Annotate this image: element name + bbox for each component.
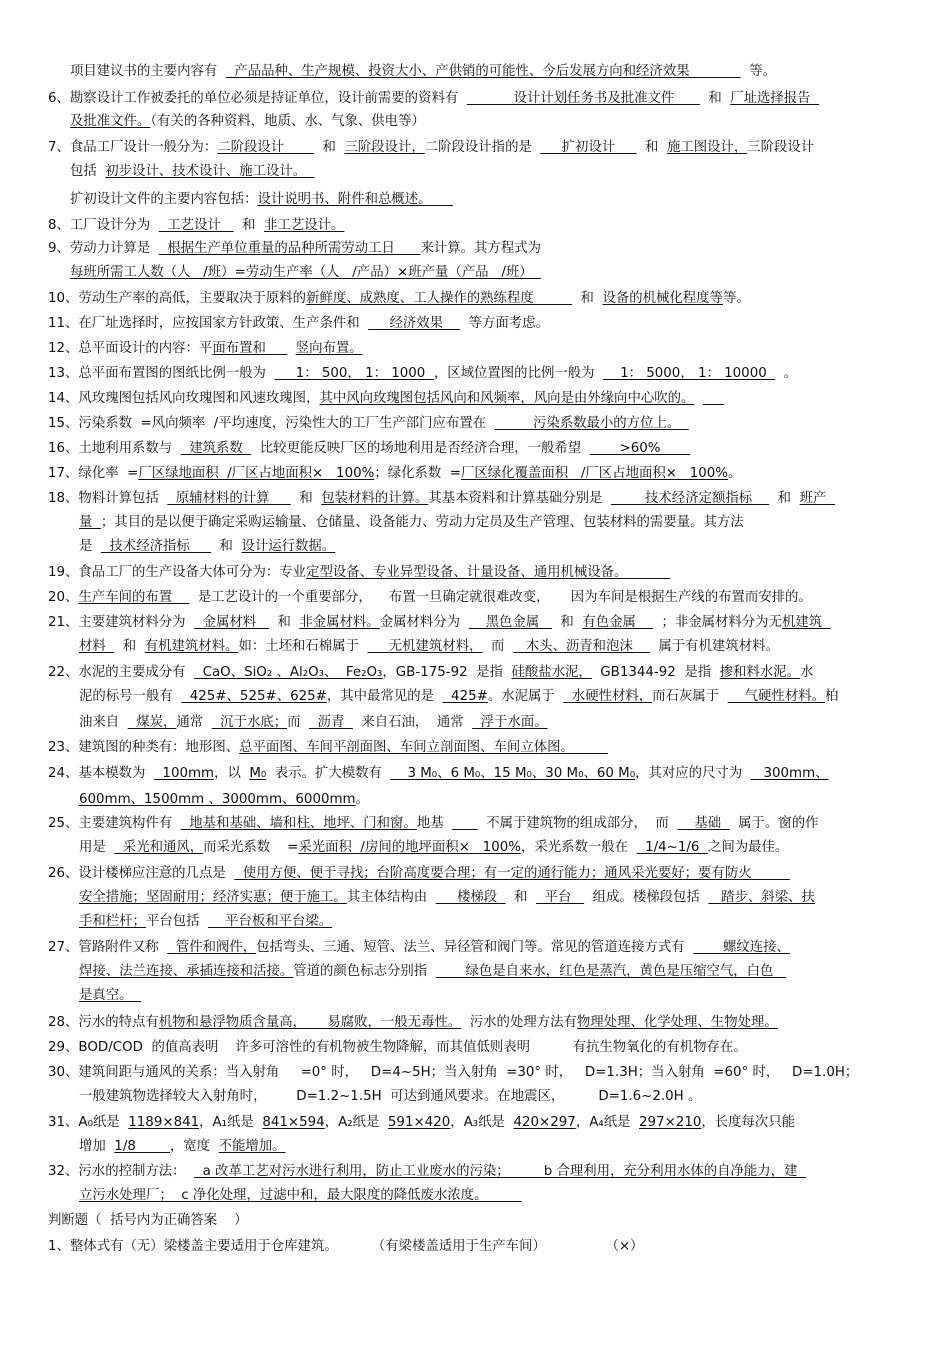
text-segment: 三阶段设计 bbox=[747, 140, 815, 155]
answer-blank: 使用方便、便于寻找；台阶高度要合理；有一定的通行能力；通风采光要好；要有防火 bbox=[234, 866, 790, 881]
answer-blank: 技术经济定额指标 bbox=[610, 491, 770, 506]
text-segment: ，A₂纸是 bbox=[324, 1115, 388, 1130]
text-line bbox=[79, 913, 950, 931]
answer-blank: 黑色金属 bbox=[468, 615, 552, 630]
answer-blank: 非工艺设计。 bbox=[264, 218, 345, 233]
answer-blank: 1189×841 bbox=[128, 1115, 200, 1130]
text-segment: 10、劳动生产率的高低，主要取决于原料的 bbox=[48, 291, 307, 306]
text-line bbox=[79, 714, 950, 732]
text-segment: 。水泥属于 bbox=[487, 689, 564, 704]
text-segment: 23、建筑图的种类有：地形图、 bbox=[48, 740, 240, 755]
answer-blank: 管件和阀件， bbox=[167, 940, 257, 955]
answer-blank: 螺纹连接、 bbox=[693, 940, 790, 955]
text-segment: 污水的处理方法有 bbox=[461, 1015, 577, 1030]
text-segment: ，A₁纸是 bbox=[199, 1115, 263, 1130]
text-segment: 27、管路附件又称 bbox=[48, 940, 168, 955]
text-line bbox=[79, 889, 950, 907]
text-segment: 平台包括 bbox=[145, 914, 209, 929]
text-line bbox=[48, 664, 950, 682]
text-segment: 1、整体式有（无）梁楼盖主要适用于仓库建筑。 （有梁楼盖适用于生产车间） （×） bbox=[48, 1239, 644, 1254]
answer-blank: 总平面图、车间平剖面图、车间立剖面图、车间立体图。 bbox=[239, 740, 608, 755]
text-line bbox=[70, 191, 950, 209]
text-segment: 和 bbox=[313, 140, 345, 155]
text-line bbox=[48, 939, 950, 957]
text-line bbox=[48, 614, 950, 632]
text-segment: 柏 bbox=[825, 689, 839, 704]
answer-blank: 有机建筑材料。 bbox=[144, 639, 239, 654]
answer-blank: 1： 500， 1： 1000 bbox=[274, 366, 434, 381]
answer-blank: 水硬性材料， bbox=[563, 689, 653, 704]
text-segment: 扩初设计文件的主要内容包括： bbox=[70, 192, 258, 207]
answer-blank: 三阶段设计， bbox=[344, 140, 425, 155]
text-segment: 而石灰属于 bbox=[652, 689, 728, 704]
answer-blank: a 改革工艺对污水进行利用，防止工业废水的污染； b 合理利用，充分利用水体的自净能力，建 bbox=[194, 1164, 806, 1179]
answer-blank: 设备的机械化程度等 bbox=[602, 291, 723, 306]
answer-blank: 新鲜度、成熟度、工人操作的熟练程度 bbox=[306, 291, 573, 306]
text-line bbox=[79, 987, 950, 1005]
text-segment: 6、勘察设计工作被委托的单位必须是持证单位，设计前需要的资料有 bbox=[48, 91, 467, 106]
text-segment: 29、BOD/COD 的值高表明 许多可溶性的有机物被生物降解，而其值低则表明 有抗生物氧化的有机物存在。 bbox=[48, 1040, 747, 1055]
text-segment: ，长度每次只能 bbox=[701, 1115, 796, 1130]
answer-blank: 浮于水面。 bbox=[472, 715, 548, 730]
text-line bbox=[48, 490, 950, 508]
answer-blank: 厂区绿化覆盖面积 /厂区占地面积× 100% bbox=[461, 466, 729, 481]
text-line bbox=[48, 1114, 950, 1132]
text-segment bbox=[694, 391, 703, 406]
text-segment: 来自石油， 通常 bbox=[352, 715, 473, 730]
answer-blank bbox=[703, 391, 724, 406]
text-segment: 比较更能反映厂区的场地利用是否经济合理，一般希望 bbox=[251, 441, 590, 456]
text-segment: GB1344-92 是指 bbox=[591, 665, 720, 680]
answer-blank bbox=[452, 816, 478, 831]
answer-blank: 金属材料 bbox=[194, 615, 269, 630]
answer-blank: 300mm、 bbox=[750, 766, 829, 781]
answer-blank: 经济效果 bbox=[368, 316, 461, 331]
answer-blank: 机物和悬浮物质含量高， 易腐败，一般无毒性。 bbox=[158, 1015, 462, 1030]
text-line bbox=[48, 290, 950, 308]
answer-blank: 手和栏杆； bbox=[79, 914, 146, 929]
text-segment: 包括弯头、三通、短管、法兰、异径管和阀门等。常见的管道连接方式有 bbox=[256, 940, 694, 955]
text-segment: （有关的各种资料，地质、水、气象、供电等） bbox=[150, 114, 425, 129]
text-segment: 24、基本模数为 bbox=[48, 766, 154, 781]
text-segment: 油来自 bbox=[79, 715, 128, 730]
text-segment: 和 bbox=[233, 218, 265, 233]
answer-blank: 591×420 bbox=[387, 1115, 451, 1130]
text-segment: 等方面考虑。 bbox=[460, 316, 549, 331]
answer-blank: 定型设备、专业异型设备、计量设备、通用机械设备。 bbox=[306, 565, 671, 580]
text-segment: 是 bbox=[79, 539, 101, 554]
text-line bbox=[70, 63, 950, 81]
text-line bbox=[48, 315, 950, 333]
answer-blank: 污染系数最小的方位上。 bbox=[494, 416, 689, 431]
answer-blank: 技术经济指标 bbox=[100, 539, 212, 554]
text-segment: 一般建筑物选择较大入射角时， D=1.2~1.5H 可达到通风要求。在地震区， D=1.6~2.0H 。 bbox=[79, 1089, 702, 1104]
answer-blank: 平台板和平台梁。 bbox=[208, 914, 333, 929]
answer-blank: 平台 bbox=[536, 890, 585, 905]
text-line bbox=[48, 217, 950, 235]
answer-blank: 硅酸盐水泥， bbox=[511, 665, 592, 680]
text-segment: 等。 bbox=[740, 64, 776, 79]
answer-blank: 设计说明书、附件和总概述。 bbox=[257, 192, 453, 207]
text-segment: ，宽度 bbox=[169, 1139, 219, 1154]
text-segment: 表示。扩大模数有 bbox=[266, 766, 391, 781]
answer-blank: 600mm、1500mm 、3000mm、6000mm bbox=[79, 792, 356, 807]
text-segment: 而 bbox=[287, 715, 310, 730]
answer-blank: 841×594 bbox=[262, 1115, 325, 1130]
text-line bbox=[48, 1014, 950, 1032]
text-segment: 和 bbox=[114, 639, 145, 654]
text-segment: 15、污染系数 =风向频率 /平均速度， bbox=[48, 416, 286, 431]
text-segment: 。 bbox=[728, 466, 742, 481]
text-segment: 项目建议书的主要内容有 bbox=[70, 64, 226, 79]
answer-blank: 及批准文件。 bbox=[70, 114, 151, 129]
text-segment: 水 bbox=[799, 665, 814, 680]
text-line bbox=[79, 514, 950, 532]
text-segment: ，其对应的尺寸为 bbox=[635, 766, 751, 781]
answer-blank: M₀ bbox=[249, 766, 267, 781]
text-segment: 28、污水的特点有 bbox=[48, 1015, 159, 1030]
answer-blank: 掺和料水泥。 bbox=[719, 665, 800, 680]
text-segment: 而采光系数 = bbox=[203, 840, 299, 855]
text-segment: 17、绿化率 = bbox=[48, 466, 139, 481]
text-line bbox=[48, 564, 950, 582]
text-segment: 16、土地利用系数与 bbox=[48, 441, 181, 456]
text-segment: ，A₄纸是 bbox=[575, 1115, 640, 1130]
text-line bbox=[79, 538, 950, 556]
answer-blank: 无机建筑材料， bbox=[367, 639, 483, 654]
text-segment: 11、在厂址选择时，应按国家方针政策、生产条件和 bbox=[48, 316, 369, 331]
text-line bbox=[70, 163, 950, 181]
text-segment: 和 bbox=[636, 140, 667, 155]
text-line bbox=[48, 1163, 950, 1181]
text-segment: 12、总平面设计的内容：平 bbox=[48, 341, 213, 356]
answer-blank: 1/8 bbox=[114, 1139, 170, 1154]
text-line bbox=[48, 415, 950, 433]
answer-blank: 包装材料的计算。 bbox=[321, 491, 429, 506]
text-segment: 管道的颜色标志分别指 bbox=[293, 964, 436, 979]
answer-blank: 地基和基础、墙和柱、地坪、门和窗。 bbox=[180, 816, 417, 831]
text-line bbox=[48, 340, 950, 358]
answer-blank: 建筑系数 bbox=[180, 441, 252, 456]
text-segment: 等。 bbox=[722, 291, 750, 306]
text-segment: 和 bbox=[551, 615, 583, 630]
text-segment: 和 bbox=[211, 539, 242, 554]
answer-blank: 厂区绿地面积 /厂区占地面积× 100% bbox=[138, 466, 375, 481]
answer-blank: 每班所需工人数（人 /班）=劳动生产率（人 /产品）×班产量（产品 /班） bbox=[70, 265, 542, 280]
text-segment: 其主体结构由 bbox=[346, 890, 436, 905]
answer-blank: 踏步、斜梁、扶 bbox=[708, 890, 815, 905]
text-segment: 和 bbox=[505, 890, 537, 905]
text-segment: ；非金属材料分为无 bbox=[652, 615, 782, 630]
answer-blank: 297×210 bbox=[639, 1115, 702, 1130]
answer-blank: 竖向布置。 bbox=[295, 341, 363, 356]
answer-blank: 班产 bbox=[799, 491, 835, 506]
answer-blank: 物理处理、化学处理、生物处理。 bbox=[576, 1015, 778, 1030]
answer-blank: 木头、沥青和泡沫 bbox=[512, 639, 650, 654]
text-segment: 。 bbox=[355, 792, 369, 807]
text-segment: ，A₃纸是 bbox=[450, 1115, 514, 1130]
text-segment: 。 bbox=[775, 366, 798, 381]
text-segment: ，其中最常见的是 bbox=[326, 689, 443, 704]
text-segment: ；其目的是以便于确定采购运输量、仓储量、设备能力、劳动力定员及生产管理、包装材料的需要量。其方法 bbox=[100, 515, 744, 530]
answer-blank: 是真空。 bbox=[79, 988, 142, 1003]
text-line bbox=[79, 791, 950, 809]
text-segment: 判断题（ 括号内为正确答案 ） bbox=[48, 1213, 248, 1228]
text-line bbox=[48, 440, 950, 458]
text-segment: 用是 bbox=[79, 840, 115, 855]
text-segment: 通常 bbox=[176, 715, 212, 730]
answer-blank: 1/4~1/6 bbox=[636, 840, 708, 855]
text-line bbox=[79, 1088, 950, 1106]
text-segment: 13、总平面布置图的图纸比例一般为 bbox=[48, 366, 275, 381]
answer-blank: 焊接、法兰连接、承插连接和活接。 bbox=[79, 964, 294, 979]
text-segment: 19、食品工厂的生产设备大体可分为：专业 bbox=[48, 565, 307, 580]
text-line bbox=[79, 839, 950, 857]
answer-blank: 3 M₀、6 M₀、15 M₀、30 M₀、60 M₀ bbox=[390, 766, 636, 781]
answer-blank: 安全措施；坚固耐用；经济实惠；便于施工。 bbox=[79, 890, 347, 905]
text-segment: 来计算。其方程式为 bbox=[420, 241, 541, 256]
text-segment: 污染性大的工厂生产部门应布置在 bbox=[285, 416, 495, 431]
text-segment: 属于有机建筑材料。 bbox=[649, 639, 779, 654]
text-segment: 组成。楼梯段包括 bbox=[584, 890, 709, 905]
text-segment: 是工艺设计的一个重要部分， 布置一旦确定就很难改变， 因为车间是根据生产线的布置而安排的。 bbox=[189, 590, 812, 605]
answer-blank: 原辅材料的计算 bbox=[167, 491, 291, 506]
text-segment: 30、建筑间距与通风的关系：当入射角 =0° 时， D=4~5H；当入射角 =30° 时， D=1.3H；当入射角 =60° 时， D=1.0H； bbox=[48, 1065, 859, 1080]
text-segment: 属于。窗的作 bbox=[729, 816, 819, 831]
text-segment: 和 bbox=[290, 491, 322, 506]
answer-blank: 初步设计、技术设计、施工设计。 bbox=[105, 164, 315, 179]
text-segment bbox=[287, 341, 296, 356]
text-segment: ；绿化系数 = bbox=[374, 466, 462, 481]
answer-blank: 面布置和 bbox=[212, 341, 288, 356]
text-line bbox=[48, 865, 950, 883]
text-line bbox=[70, 113, 950, 131]
text-segment: 26、设计楼梯应注意的几点是 bbox=[48, 866, 235, 881]
text-segment: 金属材料分为 bbox=[379, 615, 469, 630]
answer-blank: 有色金属 bbox=[582, 615, 653, 630]
text-segment: 和 bbox=[769, 491, 800, 506]
text-segment: 25、主要建筑构件有 bbox=[48, 816, 181, 831]
answer-blank: 绿色是自来水，红色是蒸汽，黄色是压缩空气，白色 bbox=[435, 964, 787, 979]
answer-blank: 基础 bbox=[677, 816, 730, 831]
text-segment: 21、主要建筑材料分为 bbox=[48, 615, 195, 630]
text-line bbox=[48, 589, 950, 607]
answer-blank: 采光面积 /房间的地坪面积× 100% bbox=[298, 840, 521, 855]
text-segment: 7、食品工厂设计一般分为： bbox=[48, 140, 218, 155]
answer-blank: 气硬性材料。 bbox=[727, 689, 825, 704]
text-line bbox=[48, 815, 950, 833]
text-line bbox=[48, 739, 950, 757]
text-line bbox=[48, 365, 950, 383]
answer-blank: >60% bbox=[589, 441, 691, 456]
text-segment: 如：土坯和石棉属于 bbox=[238, 639, 368, 654]
answer-blank: 机建筑 bbox=[781, 615, 831, 630]
text-line bbox=[48, 139, 950, 157]
text-segment: 包括 bbox=[70, 164, 106, 179]
text-segment: ，采光系数一般在 bbox=[520, 840, 637, 855]
text-line bbox=[79, 963, 950, 981]
text-segment: 泥的标号一般有 bbox=[79, 689, 182, 704]
text-line bbox=[48, 1064, 950, 1082]
answer-blank: 煤炭， bbox=[127, 715, 177, 730]
answer-blank: 扩初设计 bbox=[540, 140, 637, 155]
text-line bbox=[48, 390, 950, 408]
text-segment: 9、劳动力计算是 bbox=[48, 241, 159, 256]
text-line bbox=[79, 1187, 950, 1205]
answer-blank: 100mm bbox=[153, 766, 215, 781]
answer-blank: 立污水处理厂； c 净化处理，过滤中和，最大限度的降低废水浓度。 bbox=[79, 1188, 522, 1203]
answer-blank: 施工图设计， bbox=[666, 140, 748, 155]
answer-blank: 1： 5000， 1： 10000 bbox=[603, 366, 776, 381]
answer-blank: 设计运行数据。 bbox=[241, 539, 336, 554]
answer-blank: 425# bbox=[442, 689, 488, 704]
text-segment: 32、污水的控制方法： bbox=[48, 1164, 195, 1179]
text-line bbox=[48, 90, 950, 108]
answer-blank: 产品品种、生产规模、投资大小、产供销的可能性、今后发展方向和经济效果 bbox=[225, 64, 741, 79]
answer-blank: 材料 bbox=[79, 639, 115, 654]
text-segment: 8、工厂设计分为 bbox=[48, 218, 159, 233]
text-segment: 之间为最佳。 bbox=[707, 840, 789, 855]
answer-blank: 采光和通风， bbox=[114, 840, 204, 855]
text-segment: 不属于建筑物的组成部分， 而 bbox=[477, 816, 678, 831]
answer-blank: 沥青 bbox=[309, 715, 353, 730]
answer-blank: 420×297 bbox=[513, 1115, 576, 1130]
answer-blank: 工艺设计 bbox=[158, 218, 234, 233]
answer-blank: 生产车间的布置 bbox=[78, 590, 190, 605]
answer-blank: 根据生产单位重量的品种所需劳动工日 bbox=[158, 241, 421, 256]
text-line bbox=[48, 1039, 950, 1057]
text-segment: 18、物料计算包括 bbox=[48, 491, 168, 506]
answer-blank: 其中风向玫瑰图包括风向和风频率，风向是由外缘向中心吹的。 bbox=[319, 391, 695, 406]
answer-blank: 厂址选择报告 bbox=[730, 91, 820, 106]
text-segment: 14、风玫瑰图包括风向玫瑰图和风速玫瑰图， bbox=[48, 391, 320, 406]
answer-blank: 设计计划任务书及批准文件 bbox=[466, 91, 700, 106]
text-line bbox=[48, 1238, 950, 1256]
answer-blank: 量 bbox=[79, 515, 101, 530]
answer-blank: CaO、SiO₂ 、Al₂O₃、 Fe₂O₃ bbox=[194, 665, 383, 680]
answer-blank: 非金属材料。 bbox=[299, 615, 380, 630]
text-line bbox=[48, 240, 950, 258]
text-line bbox=[79, 688, 950, 706]
text-line bbox=[79, 1138, 950, 1156]
text-segment: 二阶段设计指的是 bbox=[424, 140, 541, 155]
answer-blank: 沉于水底； bbox=[211, 715, 288, 730]
text-segment: 其基本资料和计算基础分别是 bbox=[428, 491, 611, 506]
text-segment: 而 bbox=[482, 639, 513, 654]
answer-blank: 不能增加。 bbox=[218, 1139, 286, 1154]
answer-blank: 425#、525#、625# bbox=[181, 689, 327, 704]
text-segment: 增加 bbox=[79, 1139, 115, 1154]
text-segment: 和 bbox=[699, 91, 731, 106]
text-segment: 31、A₀纸是 bbox=[48, 1115, 129, 1130]
text-segment: ，GB-175-92 是指 bbox=[382, 665, 512, 680]
text-segment: 和 bbox=[572, 291, 603, 306]
text-line bbox=[48, 765, 950, 783]
text-line bbox=[48, 465, 950, 483]
text-segment: ，区域位置图的比例一般为 bbox=[433, 366, 604, 381]
text-line bbox=[48, 1212, 950, 1230]
answer-blank: 楼梯段 bbox=[435, 890, 506, 905]
text-segment: 20、 bbox=[48, 590, 79, 605]
answer-blank: 二阶段设计 bbox=[217, 140, 314, 155]
text-segment: 地基 bbox=[416, 816, 453, 831]
text-segment: 和 bbox=[268, 615, 300, 630]
text-segment: ，以 bbox=[214, 766, 250, 781]
text-segment: 22、水泥的主要成分有 bbox=[48, 665, 195, 680]
text-line bbox=[79, 638, 950, 656]
text-line bbox=[70, 264, 950, 282]
